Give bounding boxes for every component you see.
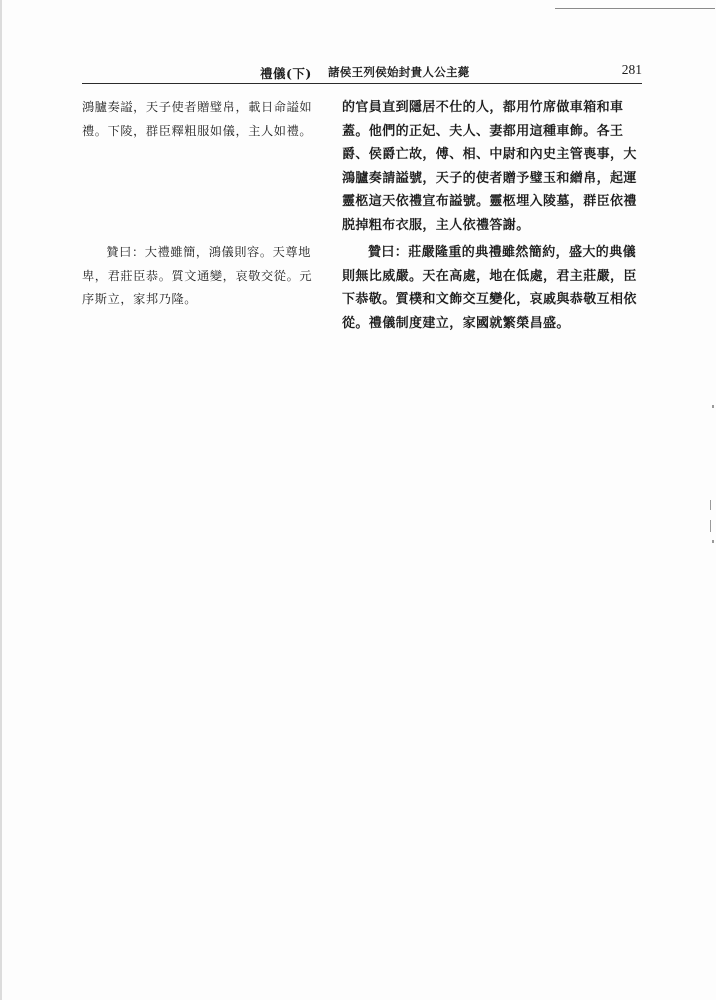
original-text-2: 贊曰：大禮雖簡，鴻儀則容。天尊地卑，君莊臣恭。質文通變，哀敬交從。元序斯立，家邦乃隆。 (82, 245, 313, 306)
original-text-1: 鴻臚奏謚，天子使者贈璧帛，載日命謚如禮。下陵，群臣釋粗服如儀，主人如禮。 (82, 100, 313, 138)
scan-speck (712, 540, 714, 543)
header-title: 禮儀(下) (260, 66, 312, 81)
scan-speck (710, 520, 711, 532)
header-rule (82, 83, 642, 84)
translation-text-1: 的官員直到隱居不仕的人，都用竹席做車箱和車蓋。他們的正妃、夫人、妻都用這種車飾。各王爵、侯爵亡故，傅、相、中尉和內史主管喪事，大鴻臚奏請謚號，天子的使者贈予璧玉和繒帛，起運靈柩這天依禮宣布謚號。靈柩埋入陵墓，群臣依禮脱掉粗布衣服，主人依禮答謝。 (342, 100, 637, 233)
translation-text-2: 贊曰：莊嚴隆重的典禮雖然簡約，盛大的典儀則無比威嚴。天在高處，地在低處，君主莊嚴，臣下恭敬。質樸和文飾交互變化，哀戚與恭敬互相依從。禮儀制度建立，家國就繁榮昌盛。 (342, 245, 637, 331)
header-subtitle: 諸侯王列侯始封貴人公主薨 (328, 65, 470, 79)
page-number: 281 (621, 62, 642, 77)
original-text-paragraph-2 (82, 241, 324, 312)
translation-paragraph-1 (342, 96, 642, 237)
scan-speck (712, 405, 714, 408)
translation-paragraph-2 (342, 241, 642, 335)
running-header (82, 62, 642, 82)
scan-left-edge (0, 0, 2, 1000)
scan-speck (710, 500, 711, 510)
original-text-paragraph-1 (82, 96, 324, 143)
scan-edge-line (555, 8, 715, 9)
